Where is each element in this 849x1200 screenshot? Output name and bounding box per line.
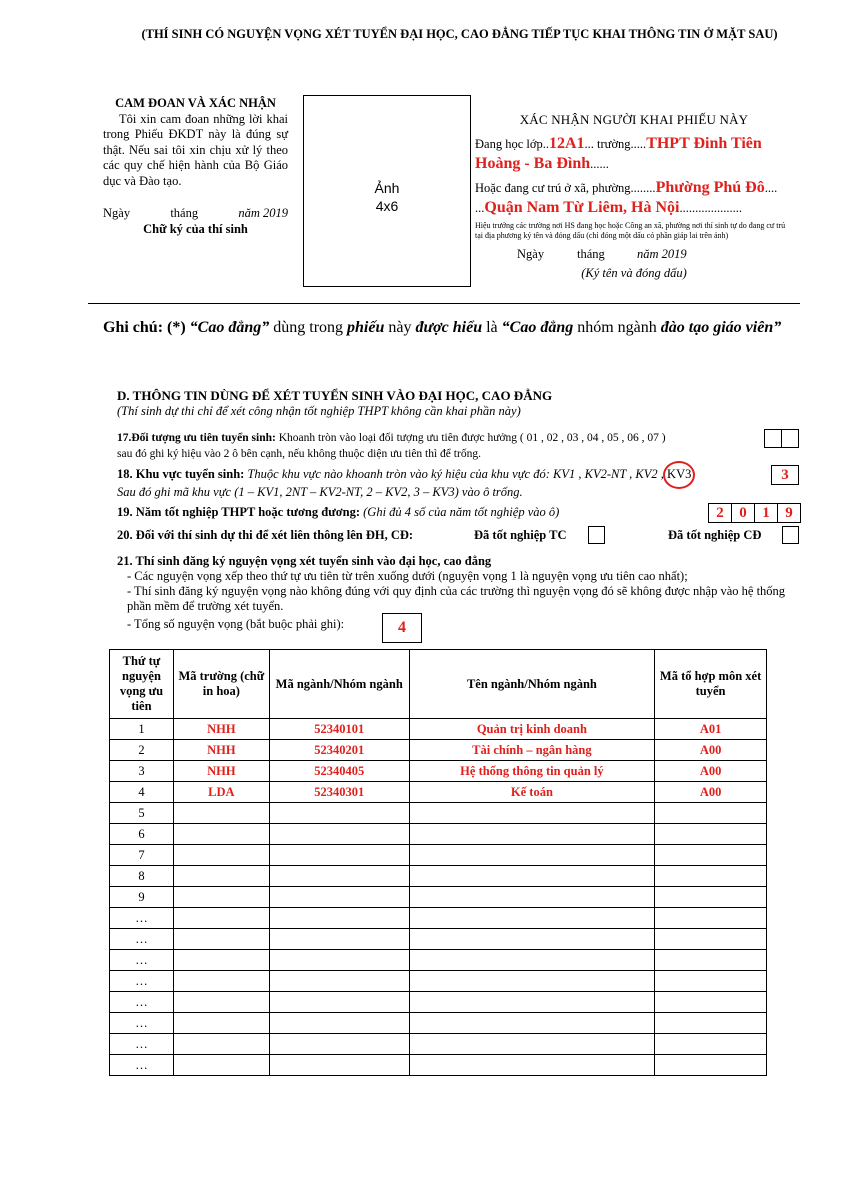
cell-to-hop[interactable]: [655, 1034, 767, 1055]
xn-thang: tháng: [577, 247, 605, 261]
table-row: [110, 782, 767, 803]
cell-ten-nganh[interactable]: [409, 929, 655, 950]
cell-ma-truong[interactable]: [173, 887, 269, 908]
cell-ma-nganh[interactable]: [269, 908, 409, 929]
q19-label: 19. Năm tốt nghiệp THPT hoặc tương đương:: [117, 505, 360, 519]
table-row: [110, 887, 767, 908]
cell-ten-nganh[interactable]: [409, 992, 655, 1013]
table-row: [110, 740, 767, 761]
table-row: [110, 1055, 767, 1076]
cell-ma-truong[interactable]: [173, 803, 269, 824]
ghi-chu-t3: là: [482, 319, 502, 336]
cell-ten-nganh[interactable]: [409, 1013, 655, 1034]
cell-ma-truong[interactable]: [173, 950, 269, 971]
table-row: [110, 908, 767, 929]
q19-digit-3[interactable]: 1: [754, 503, 778, 523]
table-row: [110, 929, 767, 950]
table-body: [110, 719, 767, 1076]
cell-ma-nganh[interactable]: [269, 803, 409, 824]
photo-label: Ảnh: [374, 180, 400, 196]
cell-ten-nganh[interactable]: [409, 845, 655, 866]
cam-thang: tháng: [170, 206, 199, 220]
th-ten-nganh: Tên ngành/Nhóm ngành: [409, 650, 655, 719]
q19-digit-1[interactable]: 2: [708, 503, 732, 523]
cell-to-hop[interactable]: [655, 1055, 767, 1076]
ghi-chu: [103, 317, 793, 339]
cell-thu-tu: 3: [110, 761, 174, 782]
ghi-chu-e2: được hiểu: [415, 319, 483, 336]
q19-hint: (Ghi đủ 4 số của năm tốt nghiệp vào ô): [360, 505, 560, 519]
cell-thu-tu: …: [110, 992, 174, 1013]
q17-line2: sau đó ghi ký hiệu vào 2 ô bên cạnh, nếu không thuộc diện ưu tiên thì để trống.: [117, 448, 481, 460]
cam-ngay: Ngày: [103, 206, 131, 220]
truong-tail: ......: [590, 157, 609, 171]
q18-line2: Sau đó ghi mã khu vực (1 – KV1, 2NT – KV2-NT, 2 – KV2, 3 – KV3) vào ô trống.: [117, 485, 523, 499]
q20-tc-checkbox[interactable]: [588, 526, 605, 544]
xn-ngay: Ngày: [517, 247, 545, 261]
cell-ma-nganh[interactable]: 52340301: [269, 782, 409, 803]
lop-label: Đang học lớp..: [475, 137, 549, 151]
cu-tru-tail-2: ....................: [679, 201, 742, 215]
cell-thu-tu: …: [110, 1013, 174, 1034]
truong-label: ... trường.....: [584, 137, 647, 151]
cell-ma-nganh[interactable]: [269, 866, 409, 887]
cu-tru-lead-2: ...: [475, 201, 485, 215]
cell-ten-nganh[interactable]: [409, 1034, 655, 1055]
cell-to-hop[interactable]: A01: [655, 719, 767, 740]
cell-thu-tu: 2: [110, 740, 174, 761]
cell-thu-tu: …: [110, 1034, 174, 1055]
cell-ma-truong[interactable]: NHH: [173, 719, 269, 740]
cell-ma-nganh[interactable]: [269, 1055, 409, 1076]
cell-ma-nganh[interactable]: [269, 971, 409, 992]
table-row: [110, 761, 767, 782]
cell-ten-nganh[interactable]: [409, 887, 655, 908]
q19-digit-4[interactable]: 9: [777, 503, 801, 523]
cell-ma-truong[interactable]: [173, 824, 269, 845]
xac-nhan-sign: (Ký tên và đóng dấu): [581, 266, 687, 280]
cell-ma-nganh[interactable]: [269, 845, 409, 866]
cu-tru-label: Hoặc đang cư trú ở xã, phường........: [475, 181, 656, 195]
cell-thu-tu: …: [110, 971, 174, 992]
q17-label: 17.Đối tượng ưu tiên tuyển sinh:: [117, 432, 276, 444]
q21-bullets: [127, 569, 792, 632]
q19-line: [117, 505, 559, 520]
cell-to-hop[interactable]: [655, 929, 767, 950]
cu-tru-value-1: Phường Phú Đô: [655, 179, 765, 196]
table-row: [110, 1013, 767, 1034]
cell-to-hop[interactable]: [655, 971, 767, 992]
cell-ma-nganh[interactable]: [269, 1013, 409, 1034]
cam-signature: Chữ ký của thí sinh: [143, 221, 248, 236]
ghi-chu-label: Ghi chú:: [103, 319, 164, 336]
ghi-chu-t1: dùng trong: [269, 319, 348, 336]
cell-ma-nganh[interactable]: 52340405: [269, 761, 409, 782]
cell-to-hop[interactable]: [655, 950, 767, 971]
q18-text: Thuộc khu vực nào khoanh tròn vào ký hiệu của khu vực đó: KV1 , KV2-NT , KV2 ,: [244, 467, 664, 481]
q21-total-box[interactable]: 4: [382, 613, 422, 643]
cell-thu-tu: 4: [110, 782, 174, 803]
table-row: [110, 719, 767, 740]
table-row: [110, 845, 767, 866]
table-row: [110, 992, 767, 1013]
table-row: [110, 1034, 767, 1055]
table-row: [110, 803, 767, 824]
cell-to-hop[interactable]: [655, 887, 767, 908]
cell-to-hop[interactable]: [655, 908, 767, 929]
top-note: (THÍ SINH CÓ NGUYỆN VỌNG XÉT TUYỂN ĐẠI HỌC, CAO ĐẲNG TIẾP TỤC KHAI THÔNG TIN Ở MẶT SAU): [141, 27, 778, 41]
xac-nhan-note: Hiệu trưởng các trường nơi HS đang học hoặc Công an xã, phường nơi thí sinh tự do đang cư trú tại địa phương ký tên và đóng dấu (chỉ đóng một dấu có phần giáp lai trên ảnh): [475, 221, 786, 240]
cell-ten-nganh[interactable]: [409, 908, 655, 929]
cell-ma-nganh[interactable]: 52340101: [269, 719, 409, 740]
cam-doan-body: Tôi xin cam đoan những lời khai trong Phiếu ĐKDT này là đúng sự thật. Nếu sai tôi xin chịu xử lý theo các quy chế hiện hành của Bộ Giáo dục và Đào tạo.: [103, 111, 288, 188]
cell-ten-nganh[interactable]: [409, 971, 655, 992]
ghi-chu-e1: phiếu: [347, 319, 385, 336]
truong-value-1: THPT Đinh Tiên: [646, 135, 762, 152]
ghi-chu-e3: đào tạo giáo viên”: [660, 319, 782, 336]
cell-to-hop[interactable]: [655, 845, 767, 866]
cell-ten-nganh[interactable]: [409, 803, 655, 824]
table-row: [110, 866, 767, 887]
cell-to-hop[interactable]: [655, 803, 767, 824]
q17-box-1[interactable]: [764, 429, 782, 448]
cell-to-hop[interactable]: [655, 824, 767, 845]
th-ma-nganh: Mã ngành/Nhóm ngành: [269, 650, 409, 719]
cell-thu-tu: 9: [110, 887, 174, 908]
cell-thu-tu: 8: [110, 866, 174, 887]
cell-ma-nganh[interactable]: [269, 929, 409, 950]
cell-ma-truong[interactable]: NHH: [173, 740, 269, 761]
q18-value-box[interactable]: 3: [771, 465, 799, 485]
q21-label: 21. Thí sinh đăng ký nguyện vọng xét tuyển sinh vào đại học, cao đẳng: [117, 554, 492, 568]
cell-ten-nganh[interactable]: Kế toán: [409, 782, 655, 803]
cell-ma-truong[interactable]: [173, 845, 269, 866]
th-ma-truong: Mã trường (chữ in hoa): [173, 650, 269, 719]
cell-thu-tu: …: [110, 929, 174, 950]
q18-kv3: KV3: [667, 467, 692, 481]
cell-ma-truong[interactable]: [173, 1055, 269, 1076]
ghi-chu-t4: nhóm ngành: [573, 319, 661, 336]
cell-ten-nganh[interactable]: Quản trị kinh doanh: [409, 719, 655, 740]
xac-nhan-block: [475, 112, 793, 281]
cell-ma-truong[interactable]: NHH: [173, 761, 269, 782]
xac-nhan-title: XÁC NHẬN NGƯỜI KHAI PHIẾU NÀY: [519, 112, 749, 127]
cam-doan-title: CAM ĐOAN VÀ XÁC NHẬN: [115, 96, 276, 110]
truong-value-2: Hoàng - Ba Đình: [475, 155, 591, 172]
table-row: [110, 971, 767, 992]
q20-label: 20. Đối với thí sinh dự thi để xét liên thông lên ĐH, CĐ:: [117, 528, 414, 542]
cell-to-hop[interactable]: [655, 992, 767, 1013]
cell-to-hop[interactable]: [655, 1013, 767, 1034]
ghi-chu-q1: “Cao đẳng”: [189, 319, 270, 336]
cell-ma-nganh[interactable]: [269, 950, 409, 971]
lop-value: 12A1: [548, 135, 585, 152]
ghi-chu-q2: “Cao đẳng: [501, 319, 574, 336]
ghi-chu-star: (*): [167, 319, 186, 336]
cell-ma-nganh[interactable]: [269, 887, 409, 908]
cell-ten-nganh[interactable]: [409, 824, 655, 845]
cell-ma-truong[interactable]: [173, 1034, 269, 1055]
q18-kv3-circled: [667, 467, 691, 482]
q17-line1: [117, 431, 767, 446]
cell-ten-nganh[interactable]: [409, 866, 655, 887]
ghi-chu-t2: này: [384, 319, 416, 336]
cell-ma-nganh[interactable]: [269, 1034, 409, 1055]
cell-thu-tu: …: [110, 950, 174, 971]
cam-doan-date: [103, 206, 288, 222]
cell-ma-nganh[interactable]: [269, 992, 409, 1013]
cam-nam: năm 2019: [238, 206, 288, 220]
cell-ma-truong[interactable]: LDA: [173, 782, 269, 803]
cell-ten-nganh[interactable]: Tài chính – ngân hàng: [409, 740, 655, 761]
q18-label: 18. Khu vực tuyển sinh:: [117, 467, 245, 481]
cell-ten-nganh[interactable]: Hệ thống thông tin quản lý: [409, 761, 655, 782]
q20-cd-label: Đã tốt nghiệp CĐ: [668, 528, 762, 542]
cell-ma-truong[interactable]: [173, 1013, 269, 1034]
photo-box: [303, 95, 471, 287]
q20-cd-checkbox[interactable]: [782, 526, 799, 544]
section-d-subtitle: (Thí sinh dự thi chỉ để xét công nhận tốt nghiệp THPT không cần khai phần này): [117, 404, 521, 418]
cell-to-hop[interactable]: A00: [655, 761, 767, 782]
th-thu-tu: Thứ tự nguyện vọng ưu tiên: [110, 650, 174, 719]
xac-nhan-date: [475, 247, 793, 262]
cell-ma-truong[interactable]: [173, 866, 269, 887]
q17-box-2[interactable]: [781, 429, 799, 448]
cell-to-hop[interactable]: A00: [655, 782, 767, 803]
divider: [88, 303, 800, 304]
cell-thu-tu: …: [110, 908, 174, 929]
cell-thu-tu: 7: [110, 845, 174, 866]
cell-thu-tu: …: [110, 1055, 174, 1076]
cell-thu-tu: 5: [110, 803, 174, 824]
table-row: [110, 824, 767, 845]
cell-ten-nganh[interactable]: [409, 950, 655, 971]
q18-line1: [117, 467, 797, 482]
cell-ma-truong[interactable]: [173, 992, 269, 1013]
q17-text: Khoanh tròn vào loại đối tượng ưu tiên được hưởng ( 01 , 02 , 03 , 04 , 05 , 06 , 07 ): [275, 432, 666, 444]
cell-ma-nganh[interactable]: [269, 824, 409, 845]
table-header-row: [110, 650, 767, 719]
cell-ma-truong[interactable]: [173, 929, 269, 950]
q21-bullet-1: - Các nguyện vọng xếp theo thứ tự ưu tiên từ trên xuống dưới (nguyện vọng 1 là nguyện vọng ưu tiên cao nhất);: [127, 569, 688, 583]
table-row: [110, 950, 767, 971]
cell-ma-truong[interactable]: [173, 908, 269, 929]
nguyen-vong-table: [109, 649, 767, 1076]
q21-bullet-2: - Thí sinh đăng ký nguyện vọng nào không đúng với quy định của các trường thì nguyện vọng đó sẽ không được nhập vào hệ thống phần mềm để trường xét tuyển.: [127, 584, 786, 613]
q20-tc-label: Đã tốt nghiệp TC: [474, 528, 567, 542]
cell-thu-tu: 6: [110, 824, 174, 845]
cell-to-hop[interactable]: [655, 866, 767, 887]
cell-ma-truong[interactable]: [173, 971, 269, 992]
cu-tru-tail-1: ....: [764, 181, 778, 195]
xn-nam: năm 2019: [637, 247, 687, 261]
cell-to-hop[interactable]: A00: [655, 740, 767, 761]
th-to-hop: Mã tổ hợp môn xét tuyển: [655, 650, 767, 719]
cam-doan-block: [103, 96, 288, 237]
cell-ma-nganh[interactable]: 52340201: [269, 740, 409, 761]
q19-digit-2[interactable]: 0: [731, 503, 755, 523]
cell-thu-tu: 1: [110, 719, 174, 740]
cu-tru-value-2: Quận Nam Từ Liêm, Hà Nội: [484, 199, 680, 216]
cell-ten-nganh[interactable]: [409, 1055, 655, 1076]
q21-bullet-3: - Tổng số nguyện vọng (bắt buộc phải ghi):: [127, 617, 345, 631]
section-d-title: D. THÔNG TIN DÙNG ĐỂ XÉT TUYỂN SINH VÀO ĐẠI HỌC, CAO ĐẲNG: [117, 388, 553, 403]
circle-mark: [663, 461, 695, 489]
photo-size: 4x6: [375, 198, 399, 214]
